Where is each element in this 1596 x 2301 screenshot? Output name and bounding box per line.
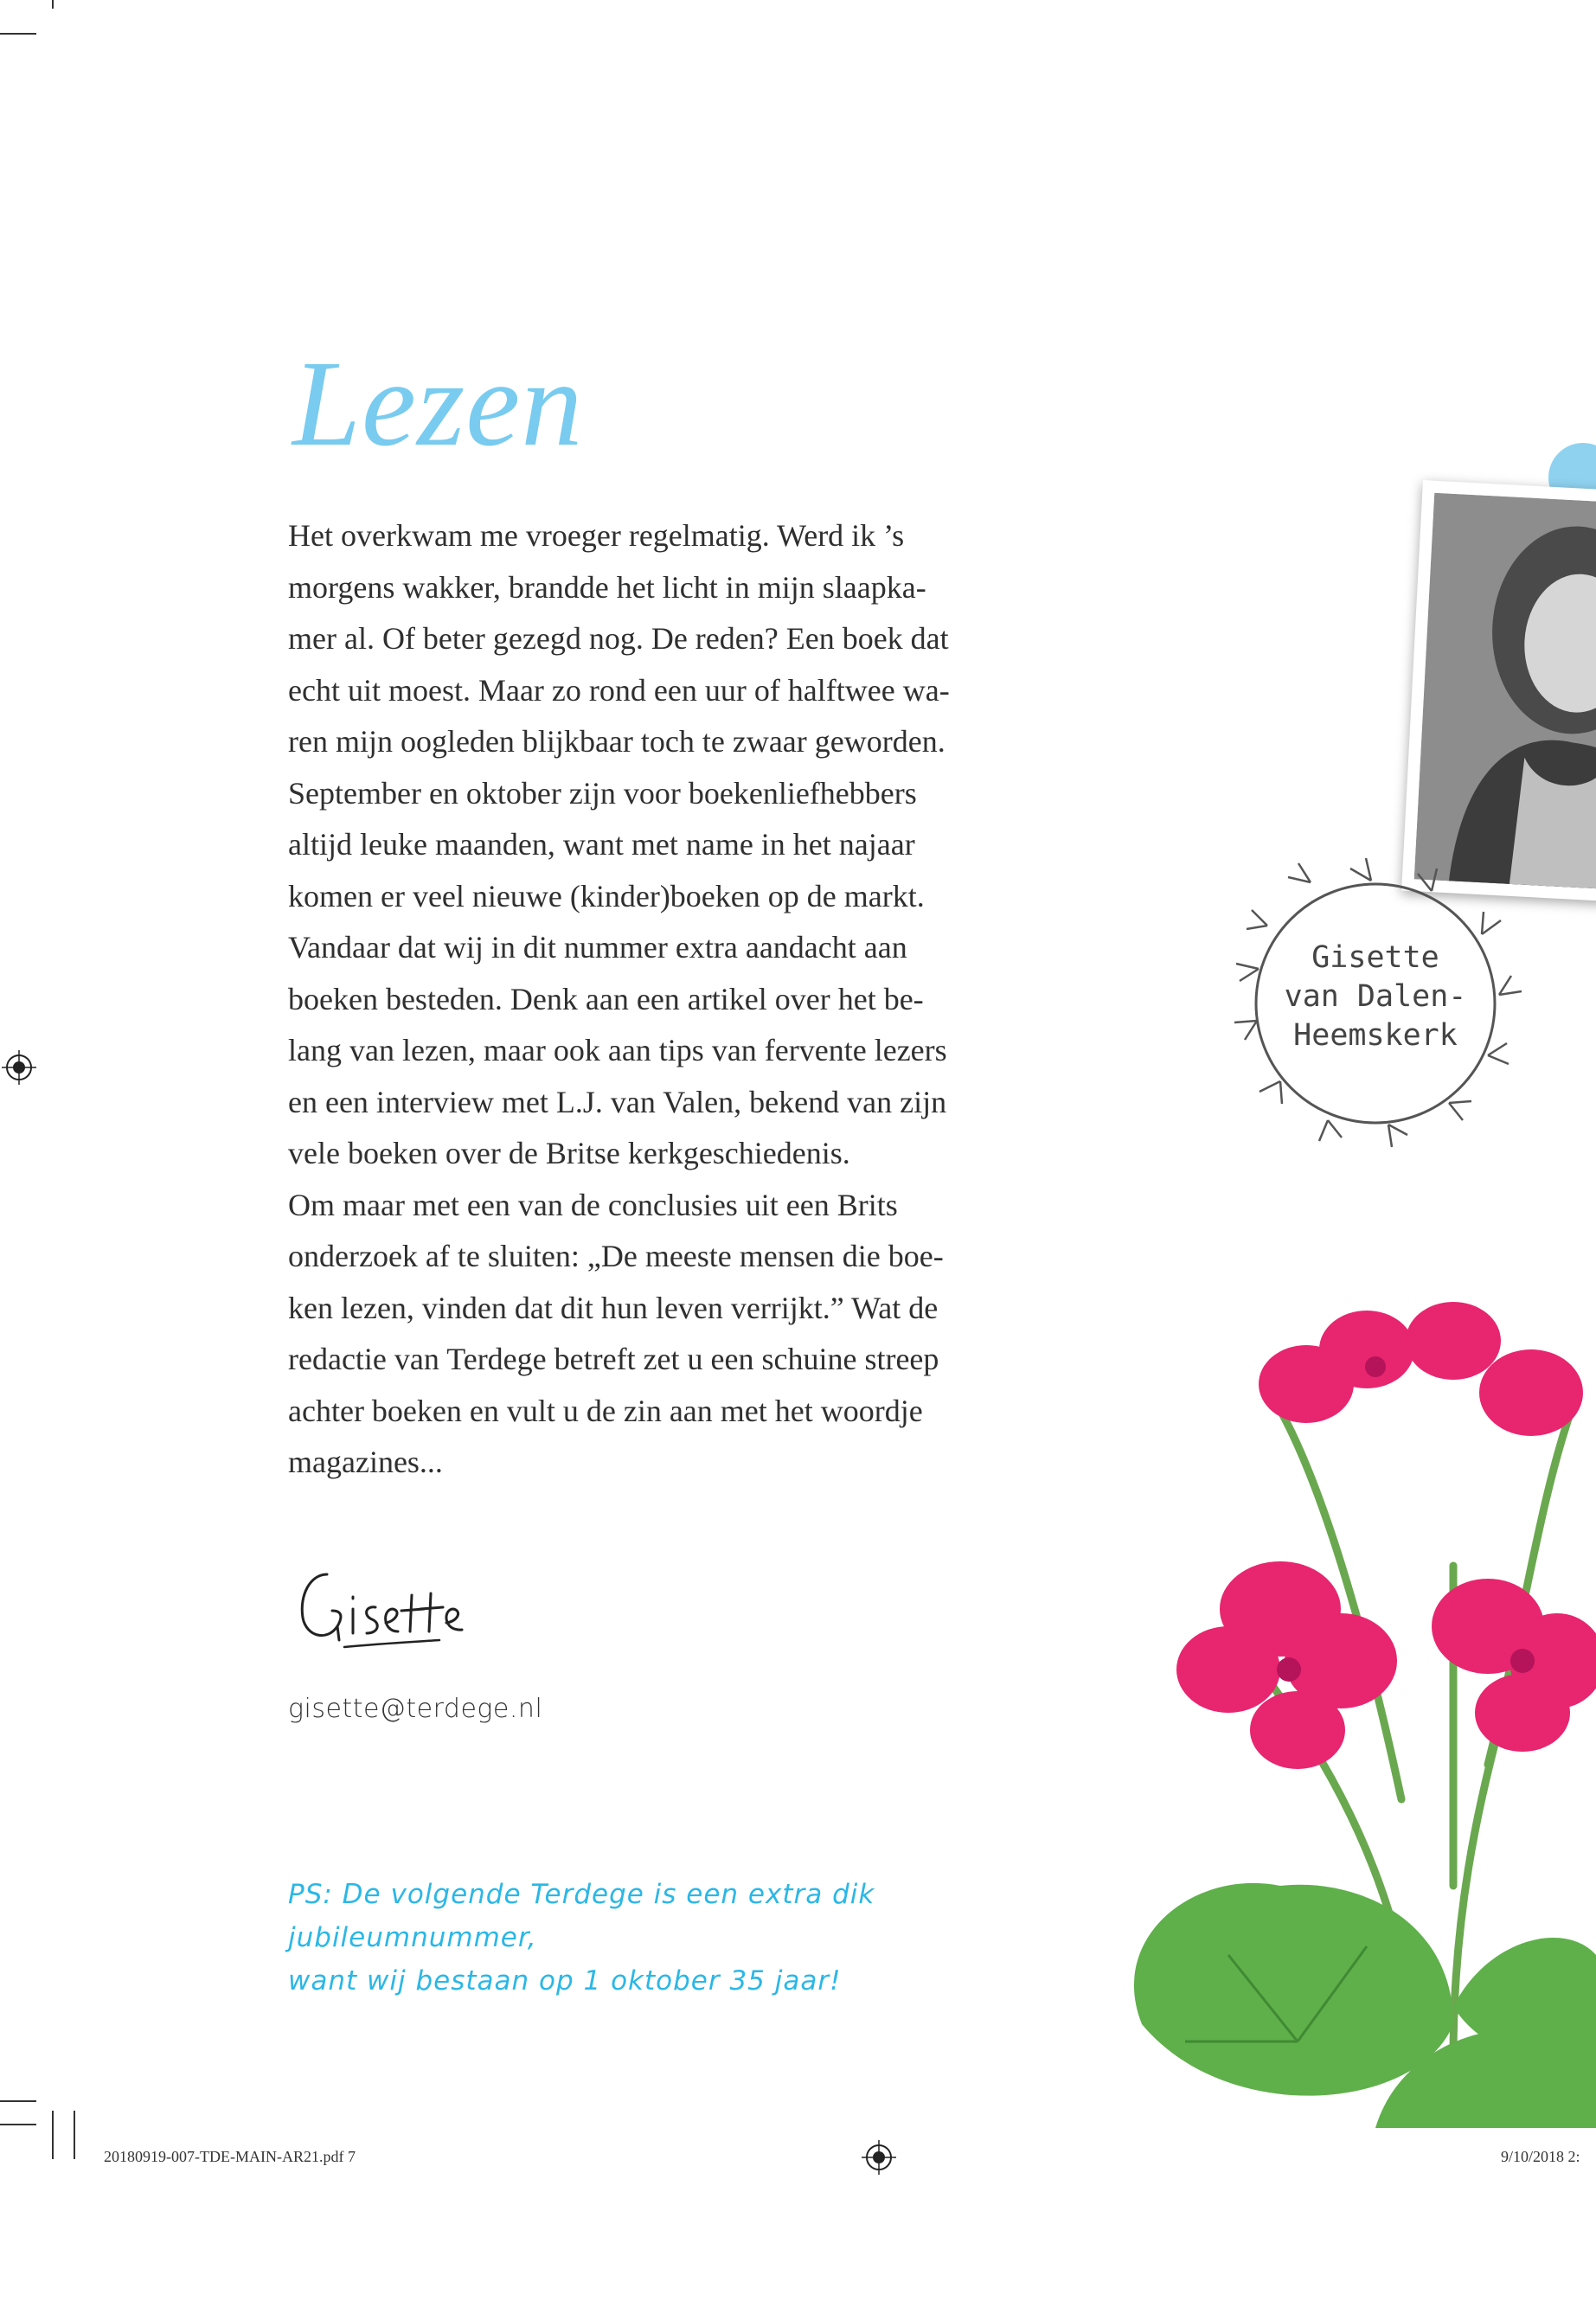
- body-line: September en oktober zijn voor boekenliefhebbers: [288, 775, 917, 811]
- body-line: achter boeken en vult u de zin aan met het woordje: [288, 1393, 923, 1428]
- crop-mark: [74, 2111, 75, 2159]
- body-line: altijd leuke maanden, want met name in het najaar: [288, 827, 915, 862]
- body-line: komen er veel nieuwe (kinder)boeken op de markt.: [288, 878, 925, 913]
- author-name-line: van Dalen-: [1284, 979, 1467, 1014]
- body-line: Het overkwam me vroeger regelmatig. Werd ik ’s: [288, 518, 905, 553]
- registration-mark: [862, 2140, 896, 2175]
- author-name: [1246, 939, 1505, 1055]
- page-title: Lezen: [292, 335, 584, 471]
- geranium-illustration: [969, 1280, 1596, 2128]
- signature-image: [292, 1557, 474, 1661]
- photo-image: [1414, 493, 1596, 892]
- body-line: Vandaar dat wij in dit nummer extra aandacht aan: [288, 930, 907, 965]
- body-line: redactie van Terdege betreft zet u een schuine streep: [288, 1342, 939, 1376]
- article-body: [288, 510, 1049, 1489]
- author-name-line: Heemskerk: [1293, 1018, 1458, 1053]
- body-line: ren mijn oogleden blijkbaar toch te zwaar geworden.: [288, 724, 945, 759]
- ps-line: want wij bestaan op 1 oktober 35 jaar!: [288, 1965, 842, 1997]
- body-line: lang van lezen, maar ook aan tips van fervente lezers: [288, 1033, 947, 1067]
- postscript: [288, 1873, 1067, 2003]
- author-name-line: Gisette: [1311, 940, 1439, 975]
- crop-mark: [0, 33, 36, 35]
- body-line: vele boeken over de Britse kerkgeschiedenis.: [288, 1136, 850, 1170]
- crop-mark: [52, 0, 54, 9]
- body-line: en een interview met L.J. van Valen, bekend van zijn: [288, 1084, 947, 1119]
- body-line: mer al. Of beter gezegd nog. De reden? Een boek dat: [288, 621, 949, 656]
- body-line: boeken besteden. Denk aan een artikel over het be-: [288, 981, 924, 1016]
- body-line: onderzoek af te sluiten: „De meeste mensen die boe-: [288, 1239, 944, 1273]
- portrait-illustration: [1414, 493, 1596, 892]
- body-line: Om maar met een van de conclusies uit een Brits: [288, 1187, 898, 1222]
- ps-line: PS: De volgende Terdege is een extra dik jubileumnummer,: [288, 1879, 875, 1953]
- body-line: ken lezen, vinden dat dit hun leven verrijkt.” Wat de: [288, 1290, 939, 1325]
- print-slug-file: 20180919-007-TDE-MAIN-AR21.pdf 7: [104, 2148, 356, 2165]
- crop-mark: [52, 2111, 54, 2159]
- body-line: morgens wakker, brandde het licht in mijn slaapka-: [288, 569, 926, 605]
- crop-mark: [0, 2124, 36, 2125]
- body-line: magazines...: [288, 1445, 443, 1479]
- crop-mark: [0, 2100, 36, 2102]
- print-slug-date: 9/10/2018 2:: [1501, 2148, 1580, 2165]
- body-line: echt uit moest. Maar zo rond een uur of halftwee wa-: [288, 672, 950, 708]
- registration-mark: [2, 1050, 36, 1085]
- author-email[interactable]: gisette@terdege.nl: [288, 1694, 543, 1724]
